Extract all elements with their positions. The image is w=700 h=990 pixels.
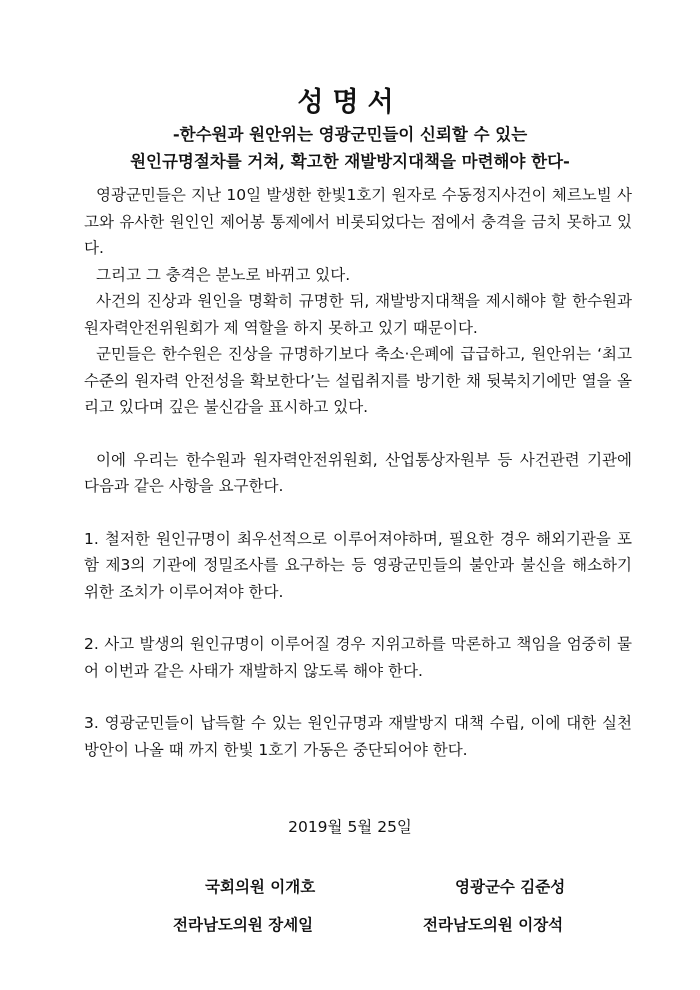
subtitle-line-1: -한수원과 원안위는 영광군민들이 신뢰할 수 있는 bbox=[172, 125, 528, 144]
paragraph: 군민들은 한수원은 진상을 규명하기보다 축소·은폐에 급급하고, 원안위는 ‘최고 수준의 원자력 안전성을 확보한다’는 설립취지를 방기한 채 뒷북치기에만 열을 올리고 있다며 깊은 불신감을 표시하고 있다. bbox=[84, 345, 632, 416]
paragraph: 이에 우리는 한수원과 원자력안전위원회, 산업통상자원부 등 사건관련 기관에 다음과 같은 사항을 요구한다. bbox=[84, 450, 632, 495]
paragraph: 영광군민들은 지난 10일 발생한 한빛1호기 원자로 수동정지사건이 체르노빌 사고와 유사한 원인인 제어봉 통제에서 비롯되었다는 점에서 충격을 금치 못하고 있다. bbox=[84, 186, 632, 257]
signatory: 전라남도의원 이장석 bbox=[423, 916, 564, 934]
subtitle-line-2: 원인규명절차를 거쳐, 확고한 재발방지대책을 마련해야 한다- bbox=[130, 152, 570, 171]
paragraph: 사건의 진상과 원인을 명확히 규명한 뒤, 재발방지대책을 제시해야 할 한수원과 원자력안전위원회가 제 역할을 하지 못하고 있기 때문이다. bbox=[84, 292, 632, 337]
paragraph: 그리고 그 충격은 분노로 바뀌고 있다. bbox=[96, 265, 351, 284]
statement-body bbox=[84, 182, 632, 763]
demand-item: 1. 철저한 원인규명이 최우선적으로 이루어져야하며, 필요한 경우 해외기관을 포함 제3의 기관에 정밀조사를 요구하는 등 영광군민들의 불안과 불신을 해소하기 위한 조치가 이루어져야 한다. bbox=[84, 529, 632, 601]
document-title: 성명서 bbox=[297, 87, 403, 118]
signatory: 전라남도의원 장세일 bbox=[173, 916, 314, 934]
signatory: 영광군수 김준성 bbox=[455, 878, 566, 896]
statement-date: 2019월 5월 25일 bbox=[288, 818, 412, 836]
demand-item: 2. 사고 발생의 원인규명이 이루어질 경우 지위고하를 막론하고 책임을 엄중히 물어 이번과 같은 사태가 재발하지 않도록 해야 한다. bbox=[84, 635, 632, 680]
demand-item: 3. 영광군민들이 납득할 수 있는 원인규명과 재발방지 대책 수립, 이에 대한 실천방안이 나올 때 까지 한빛 1호기 가동은 중단되어야 한다. bbox=[84, 714, 632, 759]
signatory: 국회의원 이개호 bbox=[205, 878, 316, 896]
